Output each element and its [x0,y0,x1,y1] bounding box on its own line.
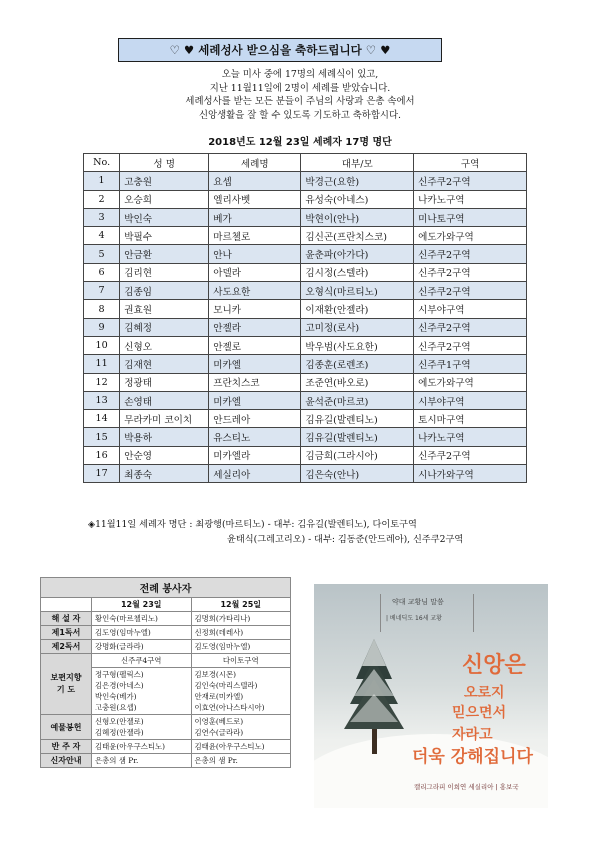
intro-line: 오늘 미사 중에 17명의 세례식이 있고, [221,69,379,80]
roster-baptismal-name: 베가 [209,208,301,226]
roster-baptismal-name: 미카엘라 [209,446,301,464]
roster-baptismal-name: 안나 [209,245,301,263]
roster-row [84,245,527,263]
roster-name: 권효원 [120,300,209,318]
intro-line: 신앙생활을 잘 할 수 있도록 기도하고 축하합시다. [199,109,401,121]
duty-cell: 김명희(가타리나) [191,612,291,626]
cover-credit: 캘리그라피 이희연 세실리아 | 홍보국 [414,783,519,791]
duty-area-1: 신주쿠4구역 [92,654,192,668]
duty-cell: 강명화(글라라) [92,640,192,654]
prayer-name: 김은경(아네스) [95,681,144,690]
prayer-name: 안재로(미카엘) [194,692,244,701]
roster-header-row [84,154,527,172]
col-name: 성 명 [120,154,209,172]
roster-baptismal-name: 미카엘 [209,391,301,409]
duty-row [41,626,291,640]
duty-cell: 신정희(데레사) [191,626,291,640]
roster-godparent: 김은숙(안나) [301,465,414,483]
roster-baptismal-name: 프란치스코 [209,373,301,391]
offering-name: 이영훈(베드로) [194,717,244,726]
prayer-name: 이효연(아나스타시아) [194,703,265,712]
roster-godparent: 윤춘파(아가다) [301,245,414,263]
roster-no: 15 [84,428,120,446]
duty-cell: 은총의 샘 Pr. [92,754,192,768]
roster-row [84,428,527,446]
roster-row [84,300,527,318]
calligraphy-line: 믿으면서 [452,705,507,721]
roster-row [84,373,527,391]
roster-no: 6 [84,263,120,281]
offering-name: 김연수(글라라) [194,728,244,737]
roster-no: 1 [84,172,120,190]
roster-row [84,446,527,464]
roster-row [84,465,527,483]
roster-baptismal-name: 사도요한 [209,282,301,300]
roster-godparent: 고미정(로사) [301,318,414,336]
offering-label: 예물봉헌 [41,715,92,740]
duty-row [41,754,291,768]
col-no: No. [84,154,120,172]
prayer-name: 김인숙(마리스텔라) [194,681,258,690]
note-line: 윤태식(그레고리오) - 대부: 김동준(안드레아), 신주쿠2구역 [227,534,464,545]
duty-cell: 은총의 샘 Pr. [191,754,291,768]
roster-godparent: 박우범(사도요한) [301,336,414,354]
roster-area: 신주쿠2구역 [414,263,527,281]
roster-baptismal-name: 미카엘 [209,355,301,373]
roster-no: 5 [84,245,120,263]
roster-name: 김리현 [120,263,209,281]
roster-name: 손영태 [120,391,209,409]
roster-no: 8 [84,300,120,318]
prayer-name: 김보경(시몬) [194,670,236,679]
duty-label: 반 주 자 [41,740,92,754]
roster-baptismal-name: 안젤라 [209,318,301,336]
roster-no: 2 [84,190,120,208]
roster-row [84,172,527,190]
calligraphy-line: 자라고 [452,727,493,743]
duty-row [41,640,291,654]
roster-row [84,336,527,354]
roster-baptismal-name: 안드레아 [209,410,301,428]
roster-name: 김재현 [120,355,209,373]
duty-label: 해 설 자 [41,612,92,626]
roster-godparent: 조준연(바오로) [301,373,414,391]
roster-area: 나카노구역 [414,190,527,208]
roster-name: 고충원 [120,172,209,190]
intro-line: 지난 11월11일에 2명이 세례를 받았습니다. [209,82,391,94]
duty-cell: 김태윤(아우구스티노) [191,740,291,754]
calligraphy-line: 더욱 강해집니다 [412,747,533,767]
roster-godparent: 김시정(스텔라) [301,263,414,281]
roster-area: 신주쿠2구역 [414,446,527,464]
roster-no: 3 [84,208,120,226]
roster-area: 신주쿠2구역 [414,318,527,336]
roster-no: 10 [84,336,120,354]
roster-area: 신주쿠2구역 [414,336,527,354]
col-area: 구역 [414,154,527,172]
roster-name: 신형오 [120,336,209,354]
offering-name: 김혜정(안젤라) [95,728,144,737]
roster-area: 토시마구역 [414,410,527,428]
duty-area-2: 다이토구역 [191,654,291,668]
roster-name: 박인숙 [120,208,209,226]
roster-baptismal-name: 엘리사벳 [209,190,301,208]
roster-no: 16 [84,446,120,464]
roster-area: 나카노구역 [414,428,527,446]
calligraphy-line: 오로지 [464,685,505,701]
duty-date-2: 12월 25일 [191,598,291,612]
calligraphy-line: 신앙은 [462,653,526,678]
roster-area: 에도가와구역 [414,373,527,391]
roster-name: 오승희 [120,190,209,208]
roster-no: 12 [84,373,120,391]
roster-no: 7 [84,282,120,300]
roster-name: 안금환 [120,245,209,263]
banner [118,38,442,62]
cover-label-2: | 베네딕도 16세 교황 [386,615,442,622]
roster-name: 박필수 [120,227,209,245]
roster-row [84,318,527,336]
roster-area: 시나가와구역 [414,465,527,483]
offering-cell-2 [191,715,291,740]
roster-name: 최종숙 [120,465,209,483]
duty-label: 제1독서 [41,626,92,640]
roster-no: 13 [84,391,120,409]
prayer-name: 고충원(요셉) [95,703,137,712]
roster-no: 17 [84,465,120,483]
duty-row [41,740,291,754]
roster-godparent: 오형식(마르티노) [301,282,414,300]
roster-area: 신주쿠2구역 [414,282,527,300]
roster-godparent: 박경근(요한) [301,172,414,190]
roster-godparent: 김종훈(로렌조) [301,355,414,373]
roster-row [84,227,527,245]
roster-godparent: 윤석준(마르코) [301,391,414,409]
banner-text: ♡ ♥ 세례성사 받으심을 축하드립니다 ♡ ♥ [169,43,391,57]
roster-name: 박용하 [120,428,209,446]
roster-baptismal-name: 안젤로 [209,336,301,354]
nov11-note [88,517,463,547]
roster-name: 무라카미 코이치 [120,410,209,428]
roster-name: 김종임 [120,282,209,300]
roster-name: 안순영 [120,446,209,464]
liturgy-servers-table [40,577,291,768]
offering-cell-1 [92,715,192,740]
roster-row [84,391,527,409]
roster-body [84,172,527,483]
roster-row [84,190,527,208]
roster-table [83,153,527,483]
prayer-name: 정구형(펠릭스) [95,670,144,679]
roster-baptismal-name: 마르첼로 [209,227,301,245]
duty-date-1: 12월 23일 [92,598,192,612]
cover-image [314,584,548,808]
roster-area: 신주쿠2구역 [414,172,527,190]
duty-row [41,612,291,626]
roster-no: 4 [84,227,120,245]
duty-cell: 황인숙(마르첼리노) [92,612,192,626]
roster-no: 9 [84,318,120,336]
roster-baptismal-name: 아델라 [209,263,301,281]
intro-text [100,68,500,122]
roster-no: 14 [84,410,120,428]
roster-area: 시부야구역 [414,300,527,318]
col-godparent: 대부/모 [301,154,414,172]
roster-row [84,208,527,226]
prayer-cell-2 [191,668,291,715]
roster-godparent: 김신곤(프란치스코) [301,227,414,245]
roster-godparent: 김유길(발렌티노) [301,410,414,428]
prayer-name: 박인숙(베가) [95,692,137,701]
intro-line: 세례성사를 받는 모든 분들이 주님의 사랑과 은총 속에서 [185,96,415,108]
col-baptismal-name: 세례명 [209,154,301,172]
cover-label-1: 약대 교황님 말씀 [392,598,444,606]
roster-godparent: 김금희(그라시아) [301,446,414,464]
roster-godparent: 이재환(안젤라) [301,300,414,318]
prayer-cell-1 [92,668,192,715]
roster-name: 정광태 [120,373,209,391]
roster-godparent: 박현이(안나) [301,208,414,226]
roster-area: 에도가와구역 [414,227,527,245]
roster-area: 시부야구역 [414,391,527,409]
roster-name: 김혜정 [120,318,209,336]
roster-baptismal-name: 세실리아 [209,465,301,483]
roster-row [84,355,527,373]
duty-corner [41,598,92,612]
roster-baptismal-name: 요셉 [209,172,301,190]
duty-cell: 김태윤(아우구스티노) [92,740,192,754]
roster-baptismal-name: 모니카 [209,300,301,318]
duty-label: 신자안내 [41,754,92,768]
roster-title: 2018년도 12월 23일 세례자 17명 명단 [208,137,392,148]
roster-baptismal-name: 유스티노 [209,428,301,446]
roster-area: 신주쿠2구역 [414,245,527,263]
duty-cell: 김도영(임마누엘) [92,626,192,640]
roster-row [84,282,527,300]
roster-area: 신주쿠1구역 [414,355,527,373]
roster-godparent: 김유길(발렌티노) [301,428,414,446]
prayer-label: 보편지향 기 도 [41,654,92,715]
roster-area: 미나토구역 [414,208,527,226]
duty-cell: 김도영(임마누엘) [191,640,291,654]
duty-label: 제2독서 [41,640,92,654]
roster-row [84,263,527,281]
roster-no: 11 [84,355,120,373]
note-line: ◈11월11일 세례자 명단 : 최광행(마르티노) - 대부: 김유길(발렌티노), 다이토구역 [88,519,417,530]
duty-title: 전례 봉사자 [41,578,291,598]
roster-godparent: 유성숙(아네스) [301,190,414,208]
roster-row [84,410,527,428]
offering-name: 신형오(안젤로) [95,717,144,726]
